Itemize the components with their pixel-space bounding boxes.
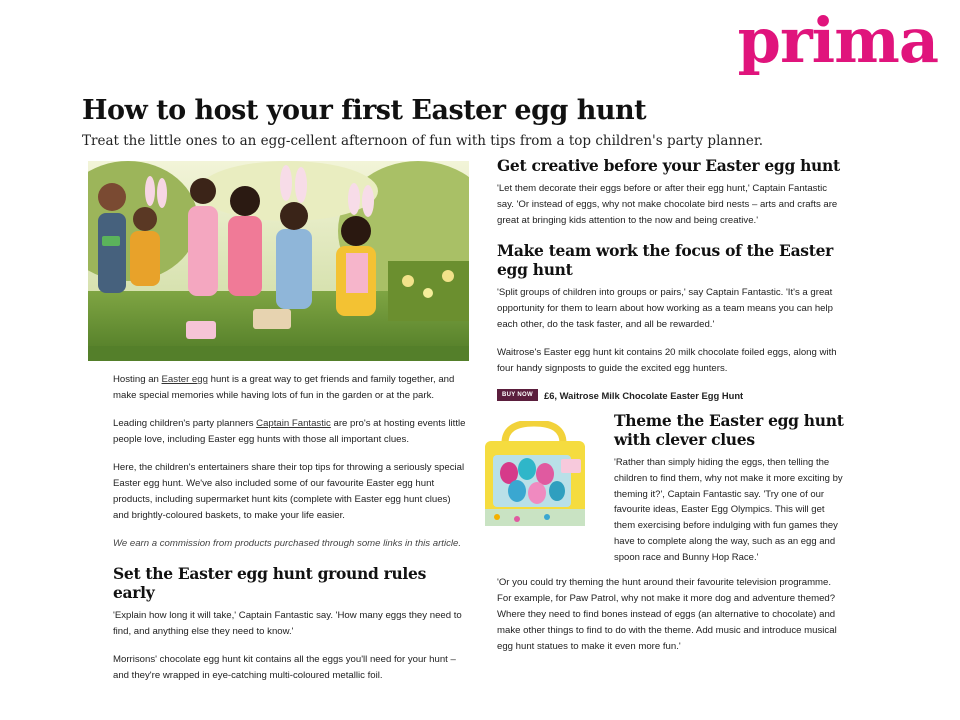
commission-note: We earn a commission from products purchased through some links in this article. <box>113 538 462 549</box>
intro-paragraph: Hosting an Easter egg hunt is a great way to get friends and family together, and make special memories while having lots of fun in the garden or at the park. <box>113 374 455 401</box>
left-column <box>113 372 468 696</box>
egg-hunt-kit-box-image <box>477 421 592 531</box>
hero-image <box>88 161 469 361</box>
buy-product-label[interactable]: £6, Waitrose Milk Chocolate Easter Egg Hunt <box>544 389 744 401</box>
tv-theme-paragraph: 'Or you could try theming the hunt around their favourite television programme. For example, for Paw Patrol, why not make it more dog and adventure themed? Where they need to find bones instead of eggs (an alternative to chocolate) and make other things to find to do with the theme. Add music and introduce musical egg hunt statues to make it even more fun.' <box>497 577 837 652</box>
waitrose-paragraph: Waitrose's Easter egg hunt kit contains 20 milk chocolate foiled eggs, along with four handy signposts to guide the excited egg hunters. <box>497 347 837 374</box>
planners-paragraph: Leading children's party planners Captain Fantastic are pro's at hosting events little people love, including Easter egg hunts with those all important clues. <box>113 418 466 445</box>
children-easter-hunt-photo <box>88 161 469 361</box>
prima-logo[interactable]: prima <box>737 4 938 77</box>
captain-fantastic-link[interactable]: Captain Fantastic <box>256 418 331 429</box>
right-column <box>497 156 842 667</box>
article-title: How to host your first Easter egg hunt <box>82 95 647 126</box>
heading-get-creative: Get creative before your Easter egg hunt <box>497 156 840 175</box>
tips-paragraph: Here, the children's entertainers share their top tips for throwing a seriously special Easter egg hunt. We've also included some of our favourite Easter egg hunt products, including supermarket hunt kits (complete with Easter egg hunt clues) and brightly-coloured baskets, to make your life easier. <box>113 462 465 521</box>
easter-egg-link[interactable]: Easter egg <box>161 374 208 385</box>
theme-text <box>614 411 844 566</box>
theme-section <box>497 411 842 569</box>
product-image <box>477 421 592 531</box>
heading-theme-clues: Theme the Easter egg hunt with clever clues <box>614 411 844 449</box>
creative-paragraph: 'Let them decorate their eggs before or after their egg hunt,' Captain Fantastic say. 'Or instead of eggs, why not make chocolate bird nests – arts and crafts are great at bringing kids attention to the now and being creative.' <box>497 183 838 226</box>
team-paragraph: 'Split groups of children into groups or pairs,' say Captain Fantastic. 'It's a great opportunity for them to learn about how working as a team means you can help each other, do the task faster, and all be rewarded.' <box>497 287 833 330</box>
theme-paragraph: 'Rather than simply hiding the eggs, then telling the children to find them, why not make it more exciting by theming it?', Captain Fantastic say. 'Try one of our favourite ideas, Easter Egg Olympics. This will get them exercising before indulging with fun games they have to complete along the way, such as an egg and spoon race and Bunny Hop Race.' <box>614 457 843 563</box>
ground-rules-paragraph: 'Explain how long it will take,' Captain Fantastic say. 'How many eggs they need to find, and anything else they need to know.' <box>113 610 462 637</box>
buy-now-button[interactable]: BUY NOW <box>497 389 538 401</box>
morrisons-paragraph: Morrisons' chocolate egg hunt kit contains all the eggs you'll need for your hunt – and they're wrapped in eye-catching multi-coloured metallic foil. <box>113 654 456 681</box>
heading-ground-rules: Set the Easter egg hunt ground rules early <box>113 564 426 602</box>
buy-row <box>497 389 842 401</box>
article-subtitle: Treat the little ones to an egg-cellent afternoon of fun with tips from a top children's party planner. <box>82 133 764 149</box>
heading-team-work: Make team work the focus of the Easter egg hunt <box>497 241 834 279</box>
